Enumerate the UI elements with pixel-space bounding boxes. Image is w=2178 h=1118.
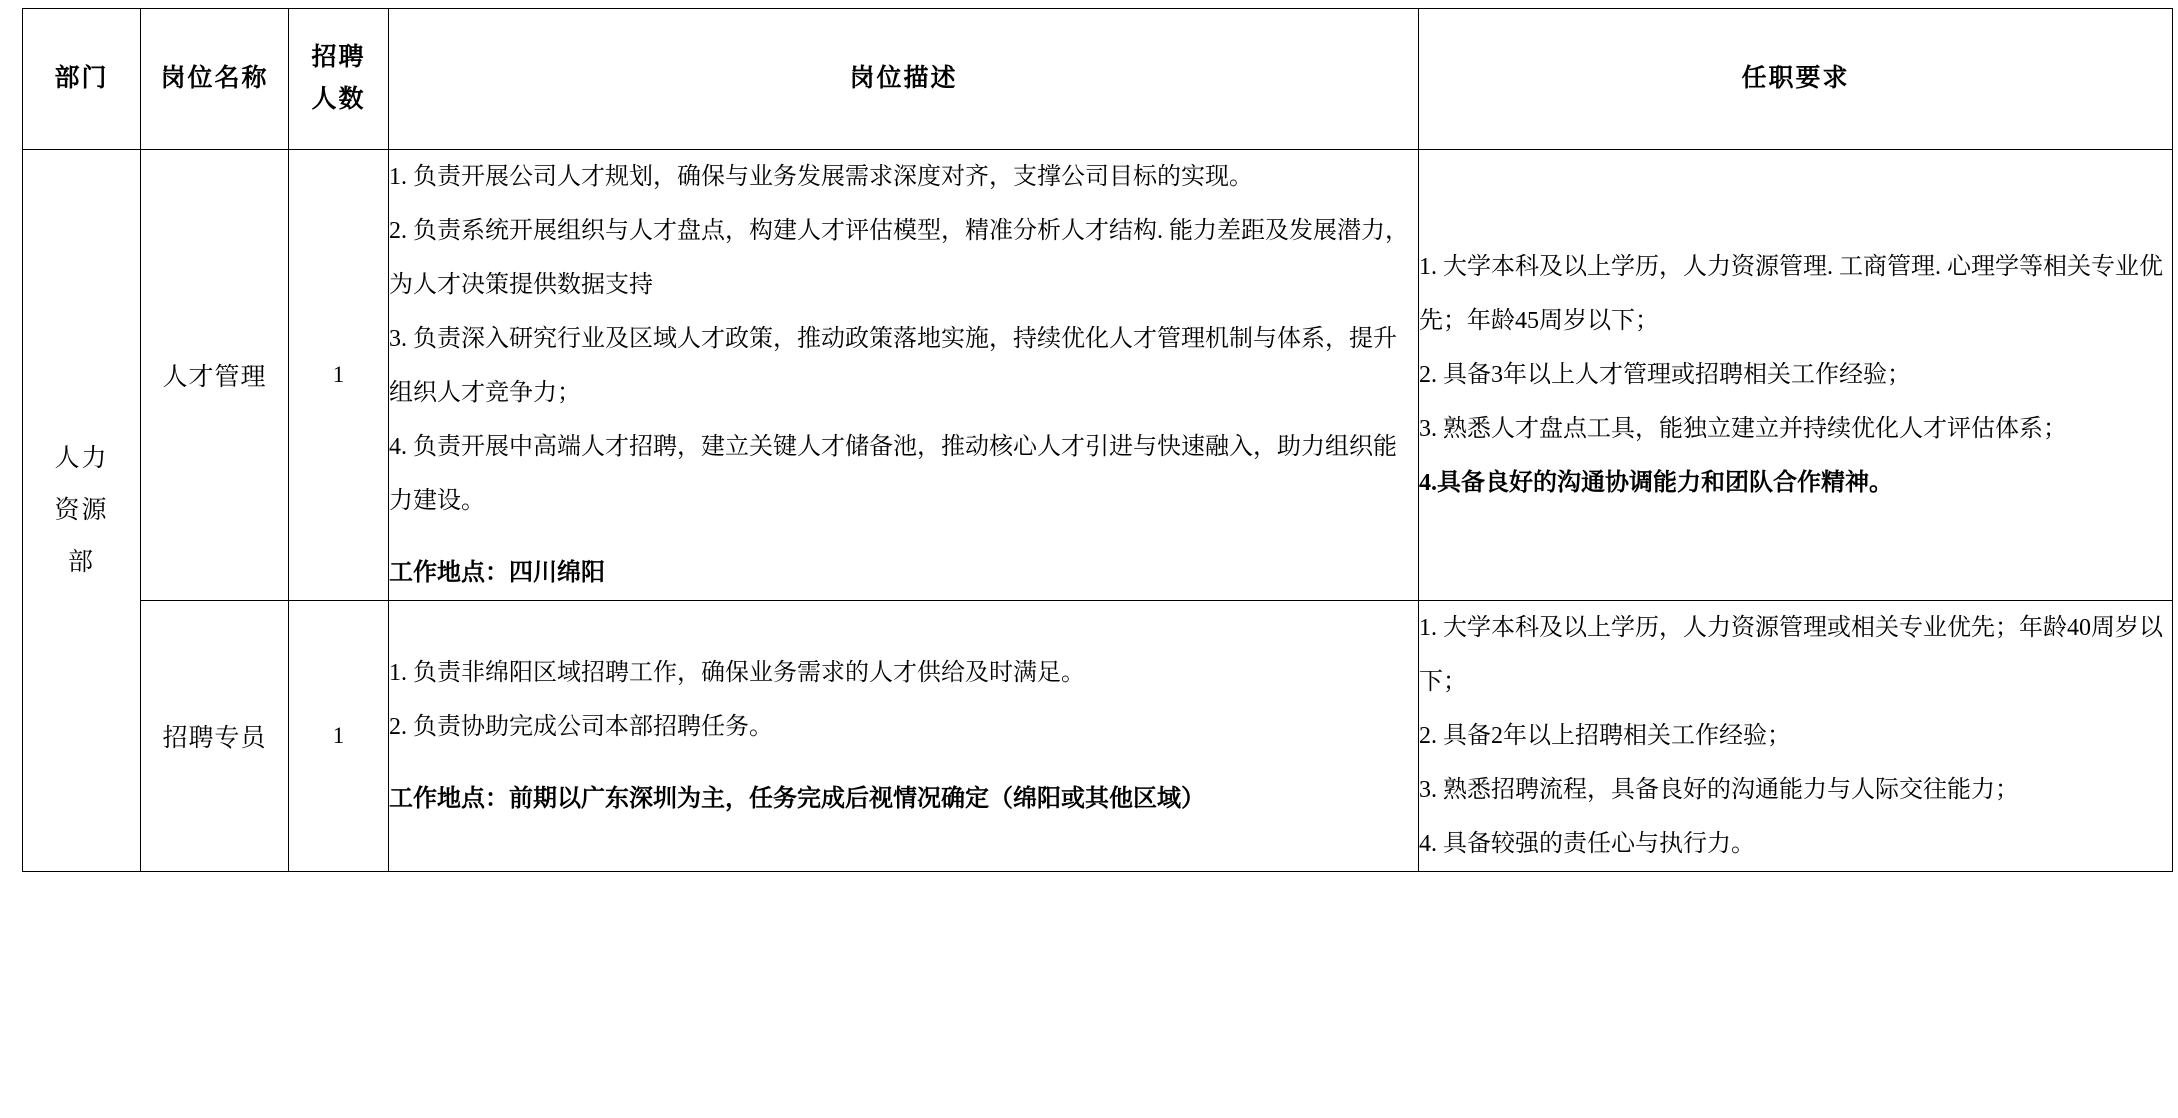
description-line: 3. 负责深入研究行业及区域人才政策，推动政策落地实施，持续优化人才管理机制与体系，提升组织人才竞争力； (389, 326, 1397, 406)
job-listing-table (22, 8, 2173, 872)
description-spacer (389, 754, 1418, 772)
header-headcount (289, 9, 389, 150)
header-department: 部门 (23, 9, 141, 150)
work-location-recruiter: 工作地点：前期以广东深圳为主，任务完成后视情况确定（绵阳或其他区域） (389, 786, 1205, 812)
requirement-line: 3. 熟悉人才盘点工具，能独立建立并持续优化人才评估体系； (1419, 416, 2067, 442)
headcount-recruiter: 1 (289, 601, 389, 872)
table-row (23, 601, 2173, 872)
description-line: 1. 负责开展公司人才规划，确保与业务发展需求深度对齐，支撑公司目标的实现。 (389, 164, 1253, 190)
header-position: 岗位名称 (141, 9, 289, 150)
headcount-talent-management: 1 (289, 150, 389, 601)
requirement-line: 3. 熟悉招聘流程，具备良好的沟通能力与人际交往能力； (1419, 777, 2019, 803)
department-label-char-2: 资源 (54, 496, 109, 524)
table-row (23, 150, 2173, 601)
job-requirements-recruiter (1419, 601, 2173, 872)
requirement-line: 4.具备良好的沟通协调能力和团队合作精神。 (1419, 470, 1893, 496)
requirement-line: 1. 大学本科及以上学历，人力资源管理或相关专业优先；年龄40周岁以下； (1419, 615, 2163, 695)
requirement-line: 2. 具备2年以上招聘相关工作经验； (1419, 723, 1791, 749)
department-label-char-3: 部 (67, 548, 95, 576)
requirement-line: 1. 大学本科及以上学历，人力资源管理. 工商管理. 心理学等相关专业优先；年龄45周岁以下； (1419, 254, 2163, 334)
position-name-talent-management: 人才管理 (141, 150, 289, 601)
position-name-recruiter: 招聘专员 (141, 601, 289, 872)
description-spacer (389, 528, 1418, 546)
table-header-row (23, 9, 2173, 150)
header-description: 岗位描述 (389, 9, 1419, 150)
header-headcount-line1: 招聘 (311, 44, 366, 71)
job-requirements-talent-management (1419, 150, 2173, 601)
department-cell (23, 150, 141, 872)
requirement-line: 4. 具备较强的责任心与执行力。 (1419, 831, 1755, 857)
work-location-talent-management: 工作地点：四川绵阳 (389, 560, 605, 586)
job-description-talent-management (389, 150, 1419, 601)
description-line: 4. 负责开展中高端人才招聘，建立关键人才储备池，推动核心人才引进与快速融入，助力组织能力建设。 (389, 434, 1397, 514)
department-label-char-1: 人力 (54, 444, 109, 472)
job-description-recruiter (389, 601, 1419, 872)
description-line: 1. 负责非绵阳区域招聘工作，确保业务需求的人才供给及时满足。 (389, 660, 1085, 686)
requirement-line: 2. 具备3年以上人才管理或招聘相关工作经验； (1419, 362, 1911, 388)
header-headcount-line2: 人数 (311, 86, 366, 113)
description-line: 2. 负责系统开展组织与人才盘点，构建人才评估模型，精准分析人才结构. 能力差距及发展潜力，为人才决策提供数据支持 (389, 218, 1409, 298)
description-line: 2. 负责协助完成公司本部招聘任务。 (389, 714, 773, 740)
header-requirements: 任职要求 (1419, 9, 2173, 150)
